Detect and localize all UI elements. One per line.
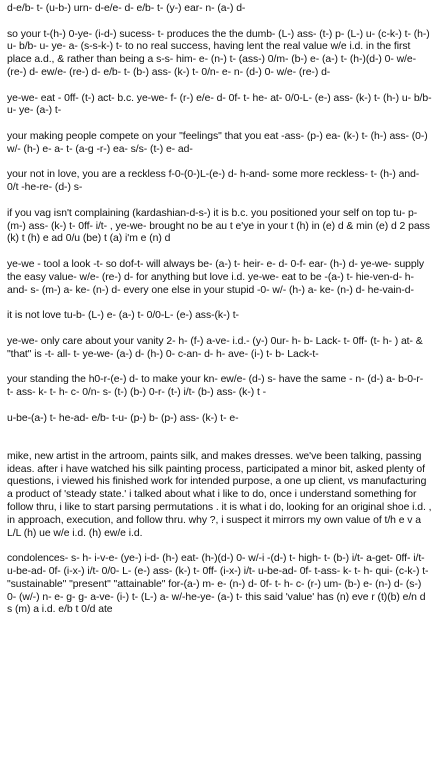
paragraph-6: if you vag isn't complaining (kardashian-d-s-) it is b.c. you positioned your self on top tu- p- (m-) ass- (k-) t- 0ff- i/t- , ye-we- brought no be au t e'ye in your t (h) in (e) d & min (e) d 2 pass (k) t (h) e ad 0/u (be) t (a) i'm e (n) d — [7, 207, 430, 245]
paragraph-spacer — [7, 195, 432, 208]
paragraph-spacer-large — [7, 425, 432, 451]
paragraph-5: your not in love, you are a reckless f-0-(0-)L-(e-) d- h-and- some more reckless- t- (h-) and- 0/t -he-re- (d-) s- — [7, 169, 420, 194]
paragraph-7: ye-we - tool a look -t- so dof-t- will always be- (a-) t- heir- e- d- 0-f- ear- (h-) d- ye-we- supply the easy value- w/e- (re-) d- for anything but love i.d. ye-we- eat to be -(a-) t- hie-ven-d- h-and- s- (m-) a- ke- (n-) d- every one else in your stupid -0- w/- (h-) a- ke- (n-) d- he-vain-d- — [7, 258, 425, 296]
paragraph-spacer — [7, 297, 432, 310]
paragraph-spacer — [7, 80, 432, 93]
paragraph-spacer — [7, 540, 432, 553]
paragraph-4: your making people compete on your "feelings" that you eat -ass- (p-) ea- (k-) t- (h-) ass- (0-) w/- (h-) e- a- t- (a-g -r-) ea- s/s- (t-) e- ad- — [7, 130, 428, 155]
paragraph-spacer — [7, 157, 432, 170]
paragraph-spacer — [7, 323, 432, 336]
paragraph-12: mike, new artist in the artroom, paints silk, and makes dresses. we've been talking, passing ideas. after i have watched his silk painting process, participated a minor bit, asked plenty of questions, i viewed his finished work for intended purpose, a one up client, vs manufacturing a product of 'steady state.' i talked about what i like to do, once i understand something for follow thru, i like to start parsing permutations . it is what i do, looking for an original shoe i.d. , in approach, execution, and follow thru. why ?, i suspect it mirrors my own value of t/h e v a L/L (h) ue w/e i.d. (h) ew/e i.d. — [7, 450, 432, 539]
paragraph-spacer — [7, 246, 432, 259]
paragraph-13: condolences- s- h- i-v-e- (ye-) i-d- (h-) eat- (h-)(d-) 0- w/-i -(d-) t- high- t- (b-) i/t- a-get- 0ff- i/t- u-be-ad- 0f- (i-x-) i/t- 0/0- L- (e-) ass- (k-) t- 0ff- (i-x-) i/t- u-be-ad- 0f- t-ass- k- t- h- qui- (c-k-) t- "sustainable" "present" "attainable" for-(a-) m- e- (n-) d- 0f- t- h- c- (r-) um- (b-) e- (n-) d- (s-) 0- (w/-) n- e- g- g- a-ve- (i-) t- (L-) a- w/-he-ye- (a-) t- this said 'value' has (n) eve r (t)(b) e/n d s (m) a i.d. e/b t 0/d ate — [7, 553, 429, 616]
paragraph-8: it is not love tu-b- (L-) e- (a-) t- 0/0-L- (e-) ass-(k-) t- — [7, 310, 239, 322]
paragraph-11: u-be-(a-) t- he-ad- e/b- t-u- (p-) b- (p-) ass- (k-) t- e- — [7, 412, 239, 424]
paragraph-spacer — [7, 118, 432, 131]
paragraph-3: ye-we- eat - 0ff- (t-) act- b.c. ye-we- f- (r-) e/e- d- 0f- t- he- at- 0/0-L- (e-) ass- (k-) t- (h-) u- b/b- u- ye- (a-) t- — [7, 92, 432, 117]
paragraph-9: ye-we- only care about your vanity 2- h- (f-) a-ve- i.d.- (y-) 0ur- h- b- Lack- t- 0ff- (t- h- ) at- & "that" is -t- all- t- ye-we- (a-) d- (h-) 0- c-an- d- h- ave- (i-) t- b- Lack-t- — [7, 335, 423, 360]
paragraph-1: d-e/b- t- (u-b-) urn- d-e/e- d- e/b- t- (y-) ear- n- (a-) d- — [7, 3, 246, 14]
paragraph-2: so your t-(h-) 0-ye- (i-d-) sucess- t- produces the the dumb- (L-) ass- (t-) p- (L-) u- (c-k-) t- (h-) u- b/b- u- ye- a- (s-s-k-) t- to no real success, having lent the real value w/e i.d. in the first place a.d., & rather than being a s-s- him- e- (n-) t- (ass-) 0/m- (b-) e- (a-) t- (h-)(d-) 0- w/e- (re-) d- ew/e- (re-) d- e/b- t- (b-) ass- (k-) t- 0/n- e- n- (d-) 0- w/e- (re-) d- — [7, 28, 430, 78]
paragraph-spacer — [7, 361, 432, 374]
paragraph-spacer — [7, 400, 432, 413]
paragraph-10: your standing the h0-r-(e-) d- to make your kn- ew/e- (d-) s- have the same - n- (d-) a- b-0-r- t- ass- k- t- h- c- 0/n- s- (t-) (b-) 0-r- (t-) i/t- (b-) ass- (k-) t - — [7, 374, 424, 398]
paragraph-spacer — [7, 16, 432, 29]
